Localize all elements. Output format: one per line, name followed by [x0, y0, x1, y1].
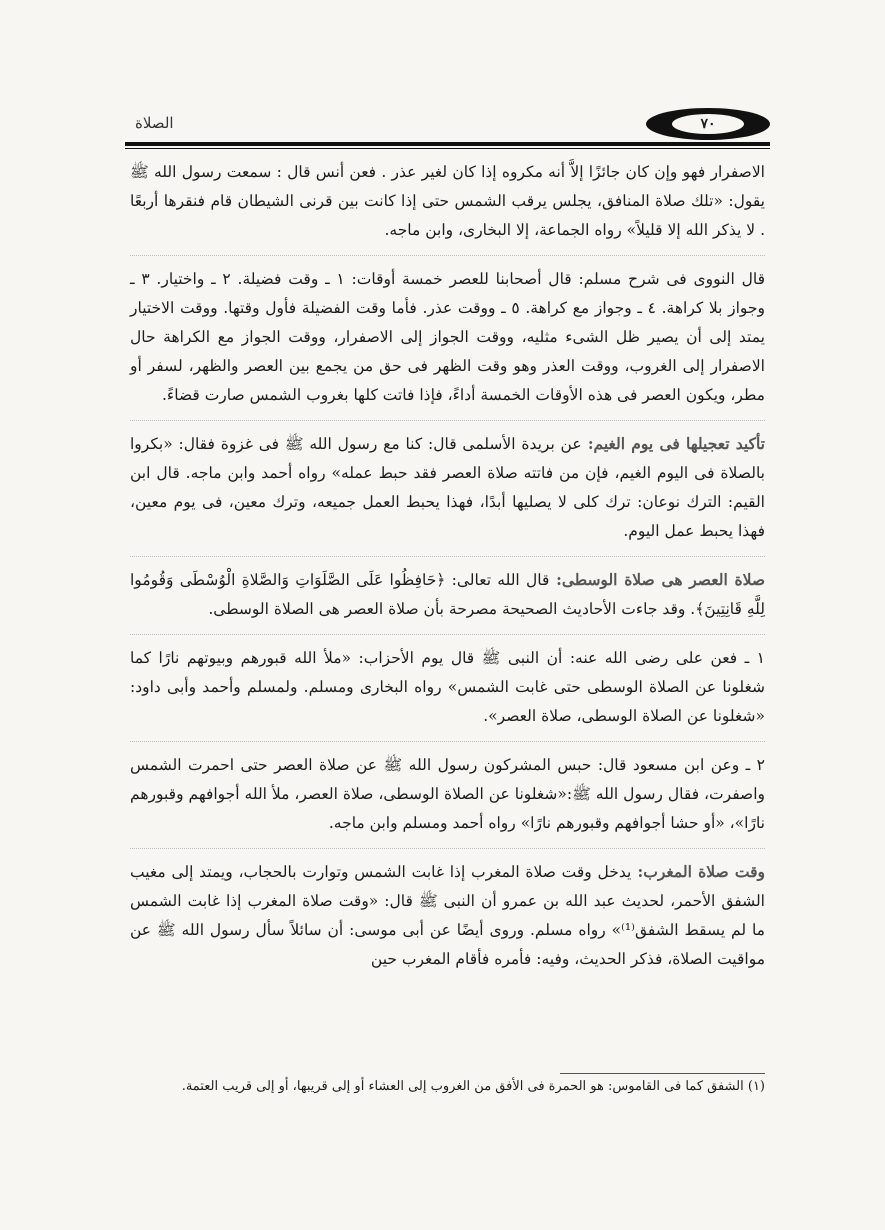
paragraph-text: عن بريدة الأسلمى قال: كنا مع رسول الله ﷺ فى غزوة فقال: «بكروا بالصلاة فى اليوم الغيم، فإن من فاتته صلاة العصر فقد حبط عمله» رواه أحمد وابن ماجه. قال ابن القيم: الترك نوعان: ترك كلى لا يصليها أبدًا، فهذا يحبط العمل جميعه، وترك معين، فى يوم معين، فهذا يحبط عمل اليوم. — [130, 435, 765, 540]
paragraph-1 — [130, 157, 765, 245]
paragraph-heading: تأكيد تعجيلها فى يوم الغيم: — [581, 434, 765, 453]
page-number-ornament — [646, 108, 770, 140]
paragraph-5 — [130, 634, 765, 731]
paragraph-7 — [130, 848, 765, 974]
header-rule-thin — [125, 148, 770, 149]
section-title: الصلاة — [135, 114, 174, 132]
paragraph-text: قال النووى فى شرح مسلم: قال أصحابنا للعصر خمسة أوقات: ١ ـ وقت فضيلة. ٢ ـ واختيار. ٣ ـ وجواز بلا كراهة. ٤ ـ وجواز مع كراهة. ٥ ـ ووقت عذر. فأما وقت الفضيلة فأول وقتها. ووقت الاختيار يمتد إلى أن يصير ظل الشىء مثليه، ووقت الجواز إلى الاصفرار، ووقت الجواز مع الكراهة حال الاصفرار إلى الغروب، ووقت العذر وهو وقت الظهر فى حق من يجمع بين العصر والظهر، لسفر أو مطر، ويكون العصر فى هذه الأوقات الخمسة أداءً، فإذا فاتت كلها بغروب الشمس صارت قضاءً. — [130, 270, 766, 404]
paragraph-2 — [130, 255, 765, 410]
paragraph-3 — [130, 420, 765, 546]
page-number: ٧٠ — [672, 114, 744, 134]
paragraph-6 — [130, 741, 765, 838]
paragraph-heading: وقت صلاة المغرب: — [631, 862, 765, 881]
paragraph-heading: صلاة العصر هى صلاة الوسطى: — [549, 570, 766, 589]
page-body — [130, 157, 765, 984]
footnote: (١) الشفق كما فى القاموس: هو الحمرة فى الأفق من الغروب إلى العشاء أو إلى قريبها، أو إلى قريب العتمة. — [181, 1079, 765, 1094]
paragraph-text: يدخل وقت صلاة المغرب إذا غابت الشمس وتوارت بالحجاب، ويمتد إلى مغيب الشفق الأحمر، لحديث عبد الله بن عمرو أن النبى ﷺ قال: «وقت صلاة المغرب إذا غابت الشمس ما لم يسقط الشفق⁽¹⁾» رواه مسلم. وروى أيضًا عن أبى موسى: أن سائلاً سأل رسول الله ﷺ عن مواقيت الصلاة، فذكر الحديث، وفيه: فأمره فأقام المغرب حين — [130, 863, 765, 968]
header-rule-thick — [125, 142, 770, 146]
paragraph-text: ١ ـ فعن على رضى الله عنه: أن النبى ﷺ قال يوم الأحزاب: «ملأ الله قبورهم وبيوتهم نارًا كما شغلونا عن الصلاة الوسطى حتى غابت الشمس» رواه البخارى ومسلم. ولمسلم وأحمد وأبى داود: «شغلونا عن الصلاة الوسطى، صلاة العصر». — [130, 649, 765, 725]
page-header — [125, 108, 770, 150]
paragraph-4 — [130, 556, 765, 624]
paragraph-text: ٢ ـ وعن ابن مسعود قال: حبس المشركون رسول الله ﷺ عن صلاة العصر حتى احمرت الشمس واصفرت، فقال رسول الله ﷺ:«شغلونا عن الصلاة الوسطى، صلاة العصر، ملأ الله أجوافهم وقبورهم نارًا»، «أو حشا أجوافهم وقبورهم نارًا» رواه أحمد ومسلم وابن ماجه. — [130, 756, 765, 832]
paragraph-text: الاصفرار فهو وإن كان جائزًا إلاَّ أنه مكروه إذا كان لغير عذر . فعن أنس قال : سمعت رسول الله ﷺ يقول: «تلك صلاة المنافق، يجلس يرقب الشمس حتى إذا كانت بين قرنى الشيطان قام فنقرها أربعًا . لا يذكر الله إلا قليلاً» رواه الجماعة، إلا البخارى، وابن ماجه. — [130, 163, 765, 239]
paragraph-text: قال الله تعالى: ﴿حَافِظُوا عَلَى الصَّلَوَاتِ وَالصَّلاةِ الْوُسْطَى وَقُومُوا لِلَّهِ قَانِتِينَ﴾. وقد جاءت الأحاديث الصحيحة مصرحة بأن صلاة العصر هى الصلاة الوسطى. — [130, 571, 765, 618]
footnote-divider — [560, 1073, 765, 1074]
